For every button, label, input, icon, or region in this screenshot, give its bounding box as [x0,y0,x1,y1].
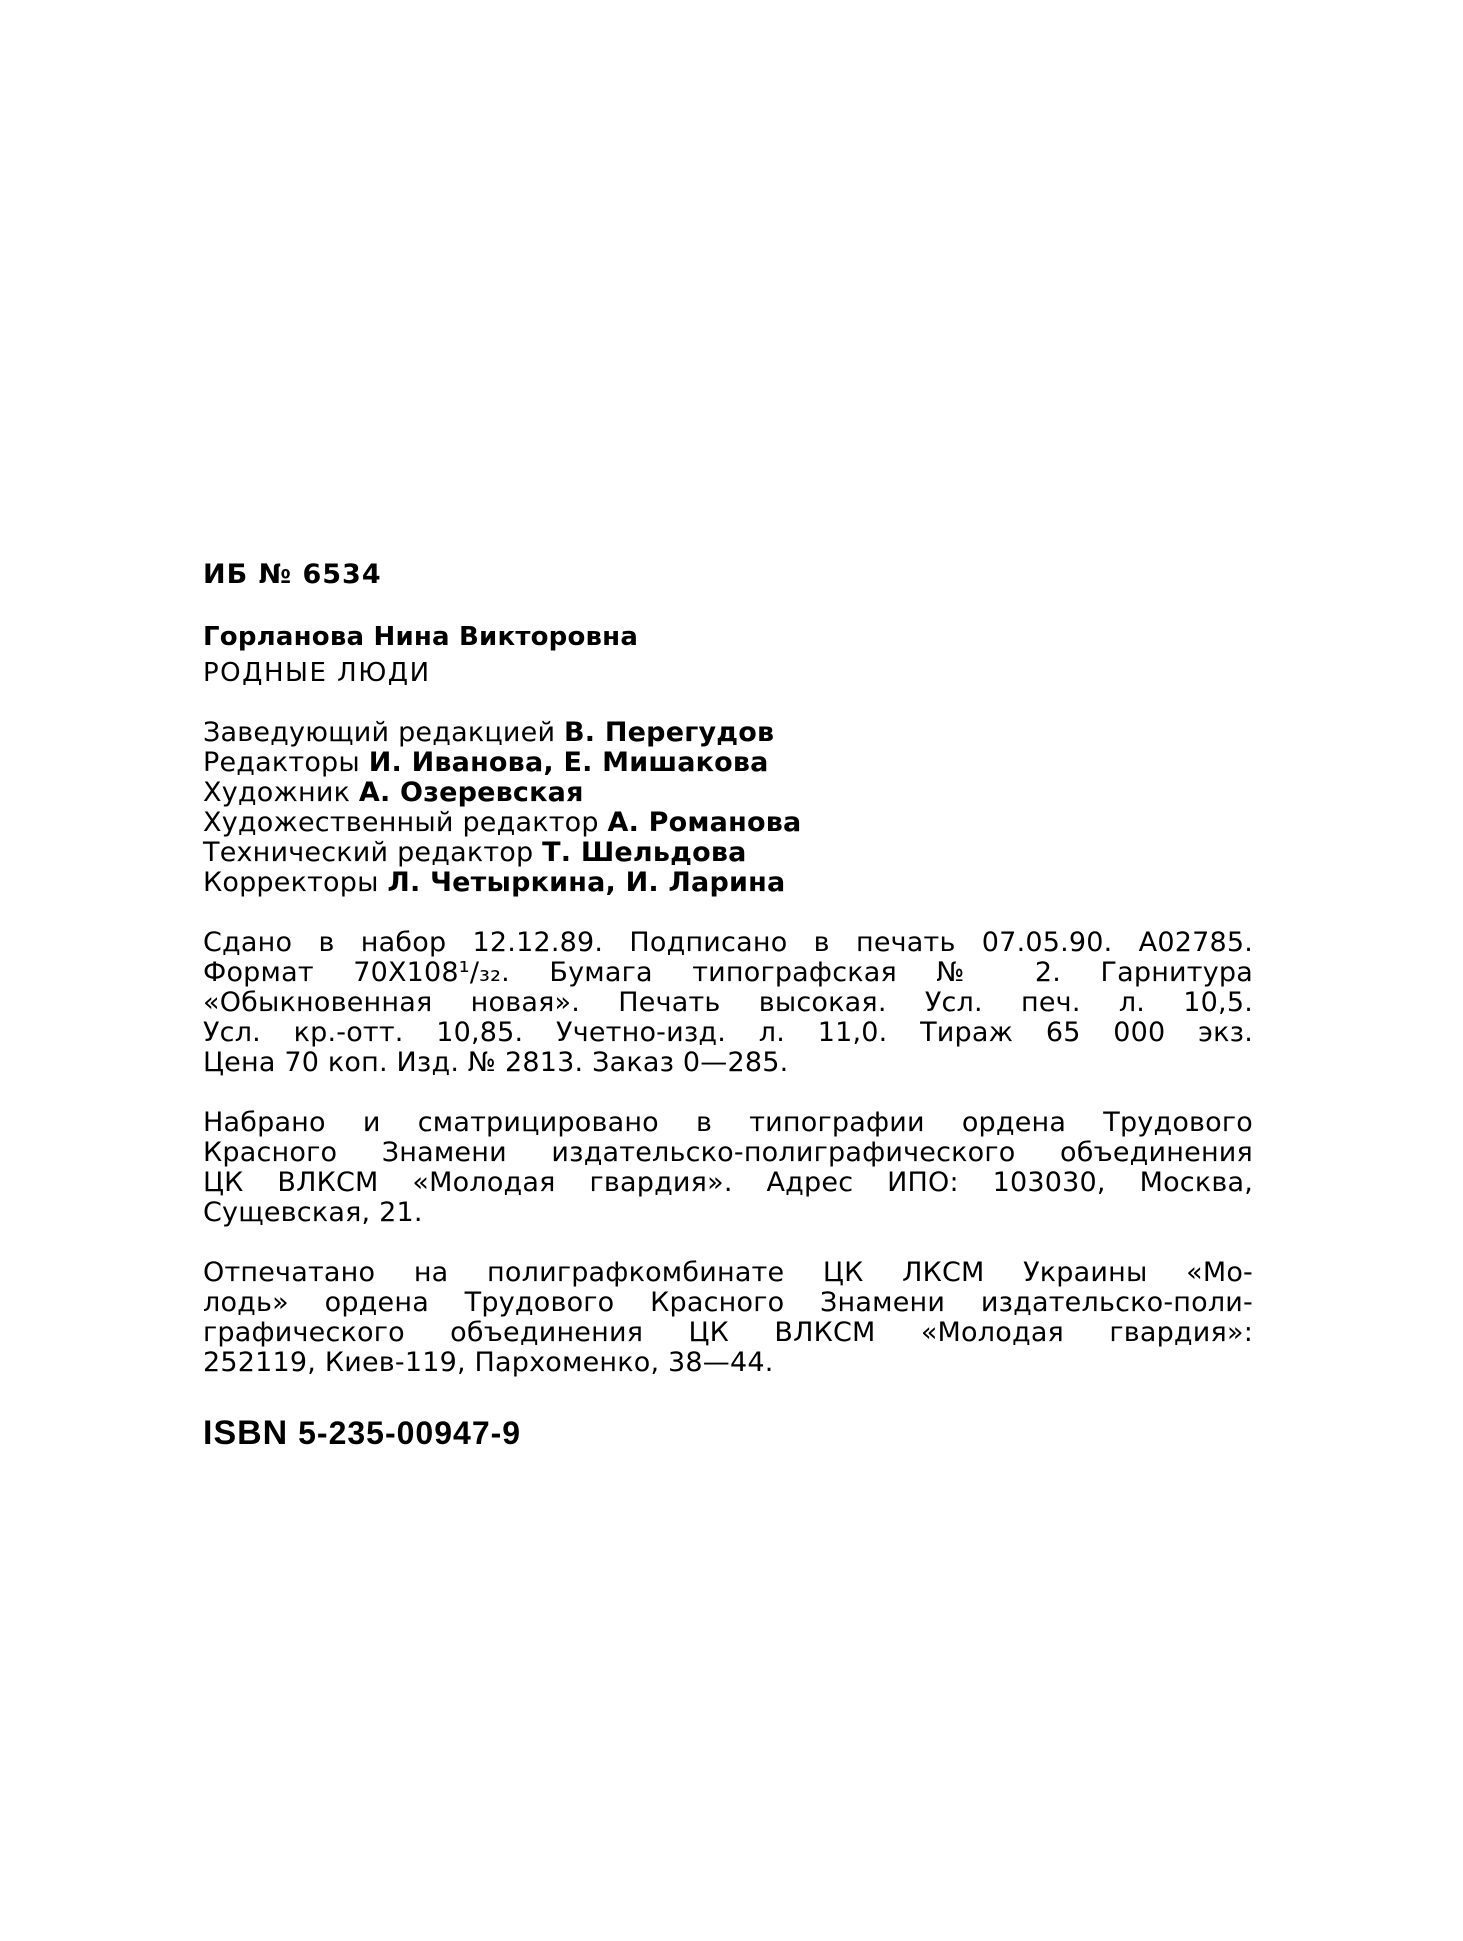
staff-item [203,718,1253,748]
print-details [203,928,1253,1078]
print-details-line: Формат 70X108¹/₃₂. Бумага типографская № 2. Гарнитура [203,957,1253,988]
staff-item [203,778,1253,808]
staff-item [203,838,1253,868]
staff-item [203,808,1253,838]
typeset-info-line: Красного Знамени издательско-полиграфического объединения [203,1137,1253,1168]
printed-info-line: 252119, Киев-119, Пархоменко, 38—44. [203,1347,774,1378]
staff-names: И. Иванова, Е. Мишакова [368,747,769,778]
print-details-line: Усл. кр.-отт. 10,85. Учетно-изд. л. 11,0. Тираж 65 000 экз. [203,1017,1253,1048]
ib-number [203,560,1253,602]
isbn [203,1414,1253,1452]
printed-info-line: Отпечатано на полиграфкомбинате ЦК ЛКСМ Украины «Мо- [203,1257,1253,1288]
ib-value: 6534 [302,559,382,590]
imprint-page [203,559,1253,1452]
printed-info-line: лодь» ордена Трудового Красного Знамени издательско-поли- [203,1287,1253,1318]
staff-role: Редакторы [203,747,360,778]
staff-role: Технический редактор [203,837,534,868]
staff-names: А. Озеревская [358,777,584,808]
print-details-line: «Обыкновенная новая». Печать высокая. Усл. печ. л. 10,5. [203,987,1253,1018]
staff-role: Художник [203,777,351,808]
printed-info [203,1258,1253,1378]
ib-prefix: ИБ № [203,559,293,590]
book-title: РОДНЫЕ ЛЮДИ [203,658,431,688]
staff-names: А. Романова [607,807,802,838]
typeset-info-line: Набрано и сматрицировано в типографии ордена Трудового [203,1107,1253,1138]
staff-item [203,868,1253,898]
author-name: Горланова Нина Викторовна [203,622,639,652]
print-details-line: Сдано в набор 12.12.89. Подписано в печать 07.05.90. А02785. [203,927,1253,958]
typeset-info [203,1108,1253,1228]
printed-info-line: графического объединения ЦК ВЛКСМ «Молодая гвардия»: [203,1317,1253,1348]
staff-names: Т. Шельдова [542,837,747,868]
staff-list [203,718,1253,898]
typeset-info-line: Сущевская, 21. [203,1197,423,1228]
staff-role: Заведующий редакцией [203,717,556,748]
staff-names: Л. Четыркина, И. Ларина [387,867,786,898]
staff-item [203,748,1253,778]
typeset-info-line: ЦК ВЛКСМ «Молодая гвардия». Адрес ИПО: 103030, Москва, [203,1167,1253,1198]
staff-names: В. Перегудов [564,717,775,748]
staff-role: Художественный редактор [203,807,599,838]
print-details-line: Цена 70 коп. Изд. № 2813. Заказ 0—285. [203,1047,789,1078]
isbn-number: 5-235-00947-9 [298,1415,522,1451]
isbn-prefix: ISBN [203,1414,289,1452]
staff-role: Корректоры [203,867,379,898]
